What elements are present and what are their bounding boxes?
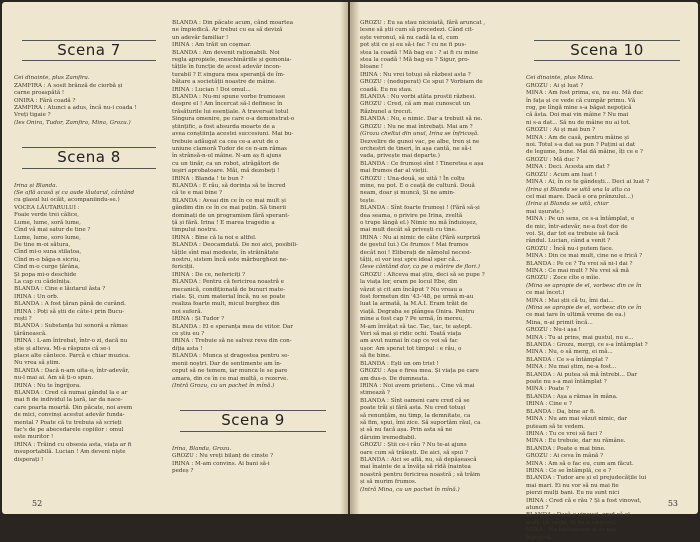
text-line: ni s-a dat... Să nu de mâine nu ai tot. [526,119,631,126]
text-line: BLANDA : Dacă e vinovat, cred că el [526,512,630,519]
left-column-2 [172,20,334,475]
left-page [2,2,348,514]
text-line: GROZU : Altceva mai știu, deci să se pupe ? [360,271,485,278]
text-line: GROZU : Cred, că am mai cunoscut un [360,101,471,108]
text-line: GROZU : Ai și luat ? [526,82,584,89]
text-line: de mici, convinși acestui adevăr funda- [14,412,125,419]
text-line: (Se află acasă și ca aude lăutarul, cântând [14,190,135,197]
scene-7-heading [22,40,156,61]
text-line: țărănească. [14,330,47,337]
text-line: vâzut și cit am încăput ? Nu vreau a [360,286,463,293]
text-line: care poarta moartă. Din păcate, noi avem [14,404,133,411]
text-line: stea la coadă ! Mă bag eu : ? ai fi cu mine [360,49,479,56]
right-col2-text [526,83,688,542]
text-line: mine, nu pot. E o ceață de cultură. Două [360,182,475,189]
text-line: BLANDA : Grozu, mergi, ce s-a întâmplat ? [526,342,648,349]
right-page [350,2,698,541]
text-line: GROZU : Una-două, se uită ! În colțu [360,175,465,182]
text-line: rândul. Lucian, când a venit ? [526,238,611,245]
text-line: BLANDA : A fost țăran până de curând. [14,301,126,308]
text-line: MINA : Ce mai mult ? Nu vrei să mă [526,267,629,274]
text-line: De tine m-oi sătura, [14,241,71,248]
text-line: ieșiri aprobatoare. Măi, mă dezobeți ! [172,168,280,175]
text-line: despre el ! Am încercat să-l definesc în [172,101,283,108]
text-line: IRINA : L-am întrebat, într-o zi, dacă nu [14,338,128,345]
text-line: (Irina și Blanda se uită una la alta ca [526,186,631,193]
text-line: trebuie adăugat ca cea ce-a avut de o [172,138,279,145]
text-line: IRINA : Tu ce vrei să faci ? [526,430,603,437]
text-line: mecanică, condiționată de bunuri mate- [172,286,286,293]
text-line: MINA : Am să o fac eu, cum am făcut. [526,460,634,467]
text-line: că te e mai bine ? [172,190,222,197]
text-line: MINA : Mai știi că tu, îmi dai... [526,297,614,304]
text-line: ceput să ne temem, iar munca le se pare [172,368,288,375]
text-line: în strânsă-n-ul mâine. N-am aș fi ajuns [172,153,282,160]
text-line: ZAMFIRA : A sosit brânză de ciorbă și [14,82,123,89]
right-page-number: 53 [667,499,678,508]
text-line: GROZU : Ai și mai bun ? [526,127,596,134]
text-line: M-am învățat să tac. Tac, tac, te aștept. [360,323,473,330]
text-line: viață. Degraba se plângea Onira. Pentru [360,308,475,315]
text-line: poate nu s-a mai întâmplat ? [526,379,607,386]
text-line: BLANDA : Munca și dragostea pentru se- [172,353,290,360]
text-line: MINA : Pe un sens, ce s-a întâmplat, e [526,216,635,223]
left-col2-text [172,20,334,390]
text-line: dea seama, o privire pe Irina, zveltă [360,212,463,219]
text-line: carne proaspătă ! [14,90,65,97]
text-line: Lume, lume, soră lume, [14,219,81,226]
text-line: BLANDA : El e speranța mea de viitor. Dar [172,323,294,330]
text-line: MINA : Nu înțelegeam și se mai [526,527,617,534]
right-col1-text [360,20,518,494]
text-line: BLANDA : Din păcate acum, când moartea [172,20,294,26]
text-line: mine a fost cap ? Pe urmă, în mereu, [360,316,465,323]
text-line: BLANDA : Sînt foarte frumoși ! (Fără să-și [360,205,480,212]
text-line: poate trăi și fără asta. Nu cred totuși [360,405,466,412]
text-line: bătare a societății noastre de mâine. [172,79,277,86]
text-line: pedeș ? [172,467,194,474]
text-line: Lume, lume, soro lume, [14,234,81,241]
scene-10-title: Scena 10 [570,41,644,59]
text-line: ce mai tare în ultimă vreme de ea.) [526,312,626,319]
text-line: noi suferă. [172,308,203,315]
text-line: Veri să mai și ridic ochi. Toată viața [360,331,462,338]
text-line: realiza foarte mult, micul burghez din [172,301,280,308]
text-line: să fie bine. [360,353,391,360]
text-line: MINA : Poate ? [526,386,569,393]
text-line: stimează ? [360,390,390,397]
text-line: rești ? [14,315,32,322]
text-line: IRINA : Lucian ! Doi omul... [172,86,251,93]
text-line: uniune clamoră Tudor de ce n-am rămas [172,145,288,152]
text-line: BLANDA : Nu, e nimic. Dar a trebuit să ne. [360,116,483,123]
text-line: lesne să știi cum să procedezi. Când cit- [360,27,474,34]
text-line: MINA : Deci. Acesta am dat ? [526,164,610,171]
text-line: Și popa mi-o deschide [14,271,77,278]
left-page-number: 52 [32,499,43,508]
text-line: de gestul lui.) Ce frumos ! Mai frumos [360,242,469,249]
text-line: Foaie verde trei câlice, [14,212,80,219]
text-line: IRINA : Nu vrei totuși să răzbesi asta ? [360,71,471,78]
text-line: (Grozu cheltui din unul, Irina se înfricoșă. [360,131,479,138]
text-line: voi. Și, dar tot ea trebuie să facă [526,230,619,237]
text-line: să renunțăm, nu timp, la demnitate, ca [360,412,471,419]
text-line: GROZU : Așa e firea mea. Și viața pe care [360,368,479,375]
open-book [2,2,698,541]
text-line: orchestri de tineri, în așa cantă, ne să-i [360,145,472,152]
text-line: IRINA : Cred că e rău ? Și a fost vinovat, [526,497,642,504]
text-line: mult, un vechi. Și nu e singurul. [526,519,617,526]
scene-9-text [172,453,334,475]
text-line: La cap cu cădelnița. [14,278,72,285]
text-line: amara, din ce în ce mai multă, o rezerve. [172,375,289,382]
text-line: GROZU : Încă nu-i putem face. [526,245,614,252]
text-line: BLANDA : Ai putea să mă întrebi... Dar [526,371,638,378]
text-line: BLANDA : Am devenit raționabili. Noi [172,49,280,56]
text-line: puteam să te vedem. [526,423,585,430]
text-line: IRINA : Poți să știi de câte-i prin Bucu- [14,308,125,315]
text-line: în fața și ce vede că cumpăr primu. Vă [526,97,636,104]
text-line: disperați ! [14,456,44,463]
text-line: rog, pe lîngă mine s-a băgat nepoțică [526,105,632,112]
text-line: Vreți tigaie ? [14,112,51,119]
text-line: pierzi mulți bani. Eu nu sunt nici [526,490,620,497]
right-column-1 [360,20,518,494]
scene-9-stage: Irina, Blanda, Grozu. [172,445,232,452]
text-line: (Irina și Blanda se uită, chiar [526,201,609,208]
text-line: îngrijoră. [526,534,553,541]
scene-8-stage: Irina și Blanda. [14,182,58,189]
text-line: că ăsta. Doi mai vin mâine ? Nu mai [526,112,629,119]
text-line: BLANDA : Substanța lui sonoră a rămas [14,323,128,330]
text-line: am avut numai în cap ce voi să fac [360,338,458,345]
left-column-1 [14,20,164,464]
text-line: Mina, n-ai primit încă... [526,319,593,326]
scene-10-stage: Cei dinainte, plus Mina. [526,75,594,82]
text-line: ZAMFIRA : Atunci a adus, încă nu-i coada ! [14,105,137,112]
text-line: noi. Totul s-a dat sa pun ? Puțini ai dat [526,142,636,149]
text-line: coadă. Eu nu stau. [360,86,413,93]
scene-7-title: Scena 7 [57,41,121,59]
text-line: regla apropiele, meschinăriile și gemonia- [172,57,292,64]
text-line: Cînd m-o băga-n sicriu, [14,256,81,263]
text-line: insuportabilă. Lucian ! Am deveni niște [14,449,126,456]
text-line: IRINA : Și Tudor ? [172,316,225,323]
text-line: MINA : Din ce mai mult, cine ne e frică ? [526,253,643,260]
text-line: oare cum să trăiești. De aici, să spui ? [360,449,468,456]
text-line: pot știi ce și eu să-i fac ? cu ne fi pus- [360,42,467,49]
text-line: IRINA : Am trăit un coșmar. [172,42,252,49]
text-line: MINA : Am fost prima, eu, nu eu. Mă duc [526,90,644,97]
text-line: fost formetun din '43-'48, pe urmă m-au [360,294,474,301]
text-line: ușor. Am sperat tot timpul : e rău, o [360,345,462,352]
text-line: turabil ? E singura mea speranță de îm- [172,71,285,78]
text-line: ONIRA : Fără coadă ? [14,97,76,104]
text-line: (Iese cântând dar, ca pe o mărire de flori.) [360,264,480,271]
text-line: GROZU : Acum am luat ! [526,171,597,178]
text-line: IRINA : Noi avem prieteni... Cine vă mai [360,382,475,389]
text-line: IRINA : Nu ai nimic de câte (Fără surpriză [360,234,481,241]
text-line: GROZU : Mă duc ? [526,156,580,163]
text-line: BLANDA : Aici se află, nu, să depășească [360,456,477,463]
text-line: cel mai mare. Dacă e ora prânzului...) [526,193,634,200]
text-line: decât noi ! Eliberați de nămolul necesi- [360,249,472,256]
text-line: este muritor ! [14,434,54,441]
text-line: BLANDA : Nu-mi spune vorbe frumoase [172,94,286,101]
text-line: să fim, spui, îmi zice. Să suportăm răul, ca [360,419,481,426]
text-line: menii noștri. Dar de sentimente am în- [172,360,282,367]
text-line: GROZU : (neduperat) Ce spui ? Vorbiam de [360,79,483,86]
text-line: Cînd m-o curge țărâna, [14,264,80,271]
text-line: GROZU : Nu vreți bilanț de cinste ? [172,453,274,460]
text-line: ce știu eu ? [172,331,205,338]
text-line: place alte cântece. Parcă e chiar muzica. [14,353,131,359]
text-line: BLANDA : Dacă n-am uita-o, într-adevăr, [14,367,130,374]
text-line: BLANDA : Ce s-a întâmplat ? [526,356,608,363]
text-line: ce mai încet.) [526,290,565,297]
text-line: mai mari. Ei nu vor să nu mai fie [526,482,619,489]
text-line: mai mult decât să privești cu tine. [360,227,457,234]
text-line: GROZU : Nu ne mai întrebați. Mai am ? [360,123,473,130]
text-line: tățile sînt mai modeste, în străinătate [172,249,279,256]
text-line: IRINA : Trăind cu obsesia asta, viața ar fi [14,441,132,448]
text-line: VOCEA LĂUTARULUI : [14,204,80,211]
text-line: MINA : Nu am mai văzut nimic, dar [526,416,628,423]
scene-9-title: Scena 9 [221,411,285,430]
text-line: de legume, bune. Mai dă mâine, îți ce e ? [526,149,643,156]
text-line: (Intră Grozu, cu un pachet în mînă.) [172,382,275,389]
text-line: IRINA : Trebuie să ne salvez reva din con- [172,338,292,345]
text-line: avea conștiința acestei succesiuni. Mai bu- [172,131,294,138]
text-line: tește. [360,197,376,204]
text-line: MINA : Ai, în ce te gândești... Deci ai luat ? [526,179,650,186]
text-line: BLANDA : Aveai din ce în ce mai mult și [172,197,286,204]
text-line: IRINA : Bine că la noi e altfel. [172,234,257,241]
text-line: mai fi de individul la țară, iar da nace- [14,397,123,404]
text-line: ește veronul, să nu cadă la el, cum [360,34,459,41]
text-line: timpului nostru. [172,227,218,234]
text-line: BLANDA : Pentru că fericirea noastră e [172,279,285,286]
text-line: MINA : Eu trebuie, dar nu rămâne. [526,438,626,445]
text-line: știe și alteva. Mi-a răspuns că se-i [14,345,111,352]
text-line: GROZU : Eu sa stau nicioiată, fără aruncat , [360,20,486,26]
text-line: ță și fără. Irina ! E marea tragedie a [172,219,275,226]
text-line: dominați de un programism fără sperant- [172,212,290,219]
scene-8-text [14,190,164,464]
text-line: BLANDA : Deocamdată. De noi aici, posibili- [172,242,298,249]
text-line: GROZU : Știi ce-i rău ? Nu te-ai ajuns [360,442,467,449]
text-line: științific, a fost absurda moarte de a [172,123,275,130]
text-line: și să murim frumos. [360,479,417,486]
text-line: noastră pentru fericirea noastră ; să trăim [360,471,481,478]
text-line: nu-l mai ai. Am să ți-o spun. [14,375,94,382]
text-line: tățile în funcție de acest adevăr incon- [172,64,282,71]
text-line: mai înainte de a învăța să rîdă înaintea [360,464,471,471]
text-line: (Mina se apropie de el, vorbesc din ce în [526,305,642,311]
text-line: BLANDA : Sînt oameni care cred că se [360,397,470,404]
text-line: la viața lor, eram pe locul Ebe, din [360,279,458,286]
text-line: Singura omenire, pe care o-a demonstrat-o [172,116,295,123]
text-line: IRINA : Nu te îngrijora. [14,382,81,389]
text-line: cu un tinăr, ca un robot, atrăgători de [172,160,280,167]
text-line: Răzbunel a trecut. [360,108,413,115]
text-line: BLANDA : Cred că numai gândul la e ar [14,390,128,397]
text-line: GROZU : Zece cîte o mîie. [526,275,601,282]
text-line: am dus-o. De dumneata. [360,375,429,382]
text-line: mai frumos dar al vieții. [360,168,429,175]
text-line: cu glasul lui ocăit, acompaniindu-se.) [14,197,120,204]
text-line: Nu vrea să știm. [14,360,61,367]
text-line: un adevăr familiar ! [172,34,229,41]
text-line: vada, privește mai departe.) [360,153,440,160]
text-line: Cînd vă mai satur de tine ? [14,227,91,234]
text-line: BLANDA : Poate e mai bine. [526,445,606,452]
text-line: neam, doar și muncă, Și ne amin- [360,190,455,197]
text-line: Dezvelire de gunoi vac, pe albe, tren și ne [360,138,480,145]
text-line: BLANDA : Da, bine ar fi. [526,408,596,415]
text-line: ne împiedică. Ar trebui cu ea să deviză [172,27,283,34]
text-line: BLANDA : Așa a rămas în mâna. [526,393,618,400]
text-line: MINA : Tu ai prins, mai gustul, nu e... [526,334,634,341]
text-line: BLANDA : Tudor are și el prejudecățile lui [526,475,647,482]
text-line: nostru, sistem încă este mărburghezi ne- [172,257,289,263]
text-line: BLANDA : Pe ce ? Tu vrei să ni-l dai ? [526,260,633,267]
text-line: IRINA : De ce, nefericiți ? [172,271,246,278]
text-line: mental ? Poate că tu trebuia să scrieți [14,419,122,426]
text-line: BLANDA : Cine e lăutarul ăsta ? [14,286,106,293]
text-line: luat la armată, la M.A.I. Eram trăit de [360,301,468,308]
scene-7-text [14,83,164,127]
text-line: diția asta ! [172,345,203,352]
scene-10-heading [534,40,680,61]
text-line: GROZU : Ai ceva în mână ? [526,453,604,460]
text-line: dăruim iremediabil. [360,434,417,441]
text-line: IRINA : Un orb. [14,293,59,300]
text-line: (Mina se apropie de el, vorbesc din ce în [526,282,642,289]
text-line: IRINA : Blanda ! te bun ? [172,175,244,182]
text-line: BLANDA : E rău, să dorința să te încred [172,182,286,189]
text-line: trăsăturile lui esențiale. A traversat totul [172,108,289,115]
text-line: (Intră Mina, cu un pachet în mînă.) [360,486,460,493]
text-line: stea la coadă ! Mă bag eu ? Sigur, pro- [360,57,470,64]
text-line: BLANDA : Ce frumoși sînt ! Tineretea e așa [360,160,484,167]
text-line: Cînd mi-o suna stilatoa, [14,249,82,256]
text-line: BLANDA : Ești un om trist ! [360,360,439,367]
text-line: riale. Și, cum material încă, nu se poate [172,294,286,301]
text-line: (Ies Onira, Tudor, Zamfira, Mina, Grozu.) [14,119,131,126]
text-line: IRINA : Ce se întâmplă, ce e ? [526,467,612,474]
text-line: fericiții. [172,264,195,271]
text-line: atunci ? [526,504,549,511]
scene-9-heading [180,410,326,431]
text-line: GROZU : Nu-i așa ! [526,327,581,334]
text-line: fac's de pe abecedarele copiilor : omul [14,427,124,434]
scene-8-heading [22,147,156,168]
text-line: MINA : Am de casă, pentru mâine și [526,134,629,141]
text-line: BLANDA : Nu vorbi atâta prostii răzbesi. [360,94,477,101]
text-line: gândim din ce în ce mai puțin. Să tinerii [172,205,287,212]
text-line: MINA : Nu mai știm, ne-a fost... [526,364,617,371]
scene-7-stage: Cei dinainte, plus Zamfira. [14,75,90,82]
scene-8-title: Scena 8 [57,148,121,167]
right-column-2 [526,20,688,542]
text-line: tății, ei vor ieși spre ideal sper că... [360,257,461,263]
text-line: și să nu facă așa. Prin asta să ne [360,427,453,434]
text-line: MINA : Nu, o să merg, ei mă... [526,349,613,356]
text-line: IRINA : M-am convins. Ai bani să-i [172,460,270,467]
text-line: mai ușurate.) [526,208,564,215]
text-line: IRINA : Cine e ? [526,401,572,408]
text-line: bloane ! [360,64,384,71]
text-line: de mic, într-adevăr, ne-a fost dor de [526,223,628,230]
text-line: o trupe lângă el.) Nimic nu mă înduioșez, [360,219,478,226]
